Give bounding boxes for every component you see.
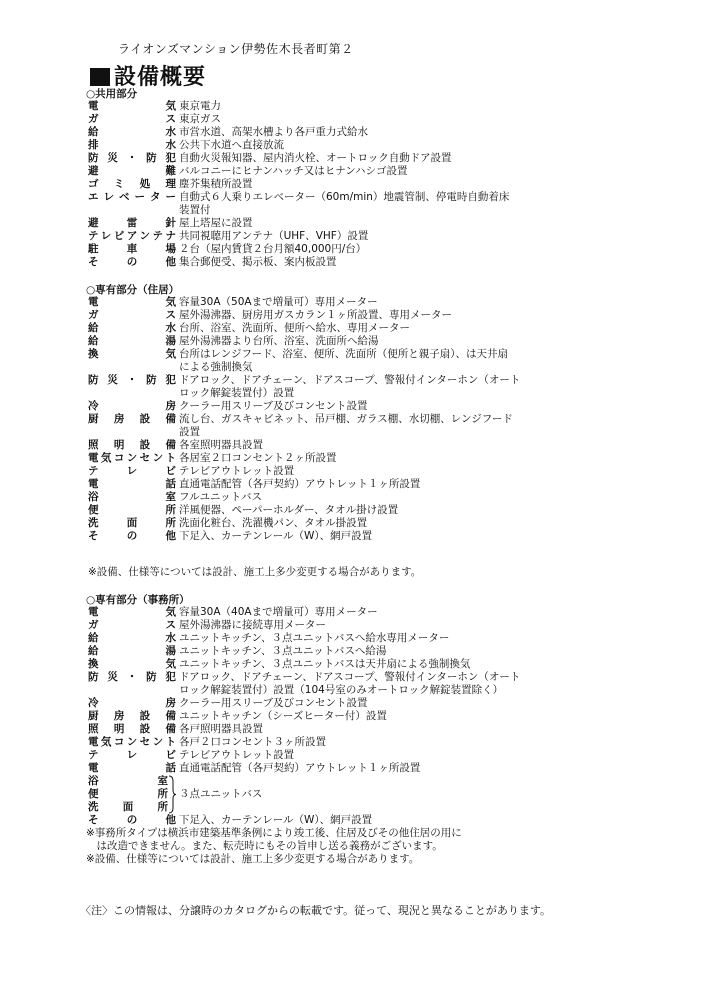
section-heading-residence: ○専有部分（住居） xyxy=(86,284,180,296)
facility-row xyxy=(88,243,678,256)
facility-label: エレベーター xyxy=(88,191,176,203)
facility-label: その他 xyxy=(88,814,176,826)
disclaimer-note: 〈注〉この情報は、分譲時のカタログからの転載です。従って、現況と異なることがあります。 xyxy=(80,904,552,917)
facility-label: 便所 xyxy=(88,504,176,516)
facility-label: 換気 xyxy=(88,658,176,670)
office-note: ※設備、仕様等については設計、施工上多少変更する場合があります。 xyxy=(86,853,420,865)
facility-label: ゴミ処理 xyxy=(88,178,176,190)
facility-row xyxy=(88,296,678,309)
bath-group-labels xyxy=(88,775,168,814)
facility-label: 給湯 xyxy=(88,645,176,657)
facility-value: 市営水道、高架水槽より各戸重力式給水 xyxy=(179,126,368,138)
facility-value: 共同視聴用アンテナ（UHF、VHF）設置 xyxy=(179,230,369,242)
common-facilities-list xyxy=(88,100,678,269)
facility-row xyxy=(88,452,678,465)
facility-value: 台所はレンジフード、浴室、便所、洗面所（便所と親子扇）、は天井扇 による強制換気 xyxy=(179,348,508,373)
facility-row xyxy=(88,723,678,736)
facility-label: 便所 xyxy=(88,788,168,800)
facility-label: 避難 xyxy=(88,165,176,177)
residence-note: ※設備、仕様等については設計、施工上多少変更する場合があります。 xyxy=(88,566,422,578)
facility-row xyxy=(88,671,678,697)
facility-value: テレビアウトレット設置 xyxy=(179,465,295,477)
facility-label: 冷房 xyxy=(88,697,176,709)
facility-row xyxy=(88,348,678,374)
facility-row xyxy=(88,100,678,113)
facility-label: 電気 xyxy=(88,606,176,618)
facility-label: 電話 xyxy=(88,762,176,774)
facility-row xyxy=(88,139,678,152)
facility-label: 洗面所 xyxy=(88,517,176,529)
facility-value: 屋外湯沸器に接続専用メーター xyxy=(179,619,326,631)
facility-label: 電気コンセント xyxy=(88,736,176,748)
facility-label: 給水 xyxy=(88,322,176,334)
facility-label: 電気 xyxy=(88,100,176,112)
facility-value: 流し台、ガスキャビネット、吊戸棚、ガラス棚、水切棚、レンジフード 設置 xyxy=(179,413,513,438)
facility-row xyxy=(88,710,678,723)
facility-row xyxy=(88,230,678,243)
facility-row xyxy=(88,335,678,348)
facility-row xyxy=(88,645,678,658)
facility-row xyxy=(88,322,678,335)
page-title-text: 設備概要 xyxy=(114,65,207,90)
facility-row xyxy=(88,606,678,619)
facility-value: 自動火災報知器、屋内消火栓、オートロック自動ドア設置 xyxy=(179,152,452,164)
facility-value: テレビアウトレット設置 xyxy=(179,749,295,761)
facility-label: 給湯 xyxy=(88,335,176,347)
facility-label: 電話 xyxy=(88,478,176,490)
residence-facilities-list xyxy=(88,296,678,543)
facility-value: 台所、浴室、洗面所、便所へ給水、専用メーター xyxy=(179,322,410,334)
facility-row xyxy=(88,762,678,775)
facility-value: 各戸２口コンセント３ヶ所設置 xyxy=(179,736,326,748)
facility-row xyxy=(88,465,678,478)
facility-label: 冷房 xyxy=(88,400,176,412)
facility-value: ドアロック、ドアチェーン、ドアスコープ、警報付インターホン（オート ロック解錠装置付）設置 xyxy=(179,374,521,399)
facility-value: 塵芥集積所設置 xyxy=(179,178,253,190)
facility-value: クーラー用スリーブ及びコンセント設置 xyxy=(179,697,368,709)
facility-value: 容量30A（50Aまで増量可）専用メーター xyxy=(179,296,378,308)
facility-row xyxy=(88,191,678,217)
facility-label: 防災・防犯 xyxy=(88,152,176,164)
facility-value: 各居室２口コンセント２ヶ所設置 xyxy=(179,452,337,464)
facility-value: ユニットキッチン（シーズヒーター付）設置 xyxy=(179,710,387,722)
facility-value: 各戸照明器具設置 xyxy=(179,723,263,735)
facility-value: 下足入、カーテンレール（W）、網戸設置 xyxy=(179,814,373,826)
facility-row xyxy=(88,619,678,632)
facility-label: 駐車場 xyxy=(88,243,176,255)
facility-label: 防災・防犯 xyxy=(88,671,176,683)
facility-value: 洋風便器、ペーパーホルダー、タオル掛け設置 xyxy=(179,504,399,516)
facility-label: ガス xyxy=(88,619,176,631)
facility-value: 直通電話配管（各戸契約）アウトレット１ヶ所設置 xyxy=(179,762,421,774)
facility-row xyxy=(88,126,678,139)
facility-value: 自動式６人乗りエレベーター（60m/min）地震管制、停電時自動着床 装置付 xyxy=(179,191,510,216)
facility-value: ユニットキッチン、３点ユニットバスは天井扇による強制換気 xyxy=(179,658,471,670)
facility-label: 給水 xyxy=(88,126,176,138)
facility-label: テレビアンテナ xyxy=(88,230,176,242)
facility-value: 屋外湯沸器、厨房用ガスカラン１ヶ所設置、専用メーター xyxy=(179,309,452,321)
facility-label: 照明設備 xyxy=(88,439,176,451)
facility-value: 東京電力 xyxy=(179,100,221,112)
facility-value: バルコニーにヒナンハッチ又はヒナンハシゴ設置 xyxy=(179,165,408,177)
facility-value: ３点ユニットバス xyxy=(179,788,263,800)
facility-row xyxy=(88,217,678,230)
facility-label: 浴室 xyxy=(88,775,168,787)
office-facilities-list xyxy=(88,606,678,866)
facility-value: 直通電話配管（各戸契約）アウトレット１ヶ所設置 xyxy=(179,478,421,490)
facility-label: 厨房設備 xyxy=(88,710,176,722)
facility-row xyxy=(88,413,678,439)
facility-label: その他 xyxy=(88,256,176,268)
facility-value: ドアロック、ドアチェーン、ドアスコープ、警報付インターホン（オート ロック解錠装置付）設置（104号室のみオートロック解錠装置除く） xyxy=(179,671,521,696)
facility-value: 容量30A（40Aまで増量可）専用メーター xyxy=(179,606,378,618)
facility-row xyxy=(88,814,678,827)
facility-label: 排水 xyxy=(88,139,176,151)
facility-label: 電気コンセント xyxy=(88,452,176,464)
facility-row xyxy=(88,165,678,178)
facility-value: 下足入、カーテンレール（W）、網戸設置 xyxy=(179,530,373,542)
facility-value: 東京ガス xyxy=(179,113,221,125)
facility-row xyxy=(88,530,678,543)
facility-label: 換気 xyxy=(88,348,176,360)
facility-row xyxy=(88,309,678,322)
facility-label: 防災・防犯 xyxy=(88,374,176,386)
facility-label: 浴室 xyxy=(88,491,176,503)
facility-value: 洗面化粧台、洗濯機パン、タオル掛設置 xyxy=(179,517,368,529)
facility-label: 洗面所 xyxy=(88,801,168,813)
facility-value: 集合郵便受、掲示板、案内板設置 xyxy=(179,256,337,268)
section-heading-office: ○専有部分（事務所） xyxy=(86,594,190,606)
facility-value: ユニットキッチン、３点ユニットバスへ給湯 xyxy=(179,645,387,657)
facility-row xyxy=(88,632,678,645)
facility-value: 各室照明器具設置 xyxy=(179,439,263,451)
facility-row xyxy=(88,113,678,126)
facility-value: クーラー用スリーブ及びコンセント設置 xyxy=(179,400,368,412)
facility-row xyxy=(88,749,678,762)
section-heading-common: ○共用部分 xyxy=(86,88,138,100)
square-bullet-icon xyxy=(90,68,110,86)
facility-label: 電気 xyxy=(88,296,176,308)
facility-row xyxy=(88,152,678,165)
facility-row xyxy=(88,517,678,530)
facility-row xyxy=(88,478,678,491)
facility-row xyxy=(88,374,678,400)
bath-group-row xyxy=(88,775,678,814)
facility-row xyxy=(88,736,678,749)
facility-label: その他 xyxy=(88,530,176,542)
office-note: ※事務所タイプは横浜市建築基準条例により竣工後、住居及びその他住居の用に は改造できません。また、転売時にもその旨申し送る義務がございます。 xyxy=(86,827,462,852)
building-name: ライオンズマンション伊勢佐木長者町第２ xyxy=(118,42,354,56)
facility-value: 公共下水道へ直接放流 xyxy=(179,139,284,151)
facility-label: テレビ xyxy=(88,749,176,761)
facility-row xyxy=(88,439,678,452)
facility-value: フルユニットバス xyxy=(179,491,262,503)
facility-row xyxy=(88,256,678,269)
facility-row xyxy=(88,504,678,517)
facility-value: 屋外湯沸器より台所、浴室、洗面所へ給湯 xyxy=(179,335,379,347)
facility-label: テレビ xyxy=(88,465,176,477)
facility-label: ガス xyxy=(88,309,176,321)
facility-value: ユニットキッチン、３点ユニットバスへ給水専用メーター xyxy=(179,632,450,644)
facility-label: 厨房設備 xyxy=(88,413,176,425)
facility-label: 照明設備 xyxy=(88,723,176,735)
facility-row xyxy=(88,697,678,710)
brace-icon xyxy=(168,775,177,814)
facility-value: ２台（屋内賃貸２台月額40,000円/台） xyxy=(179,243,367,255)
facility-label: 避雷針 xyxy=(88,217,176,229)
facility-row xyxy=(88,178,678,191)
facility-row xyxy=(88,400,678,413)
facility-row xyxy=(88,658,678,671)
facility-value: 屋上塔屋に設置 xyxy=(179,217,253,229)
facility-label: ガス xyxy=(88,113,176,125)
facility-label: 給水 xyxy=(88,632,176,644)
facility-row xyxy=(88,491,678,504)
